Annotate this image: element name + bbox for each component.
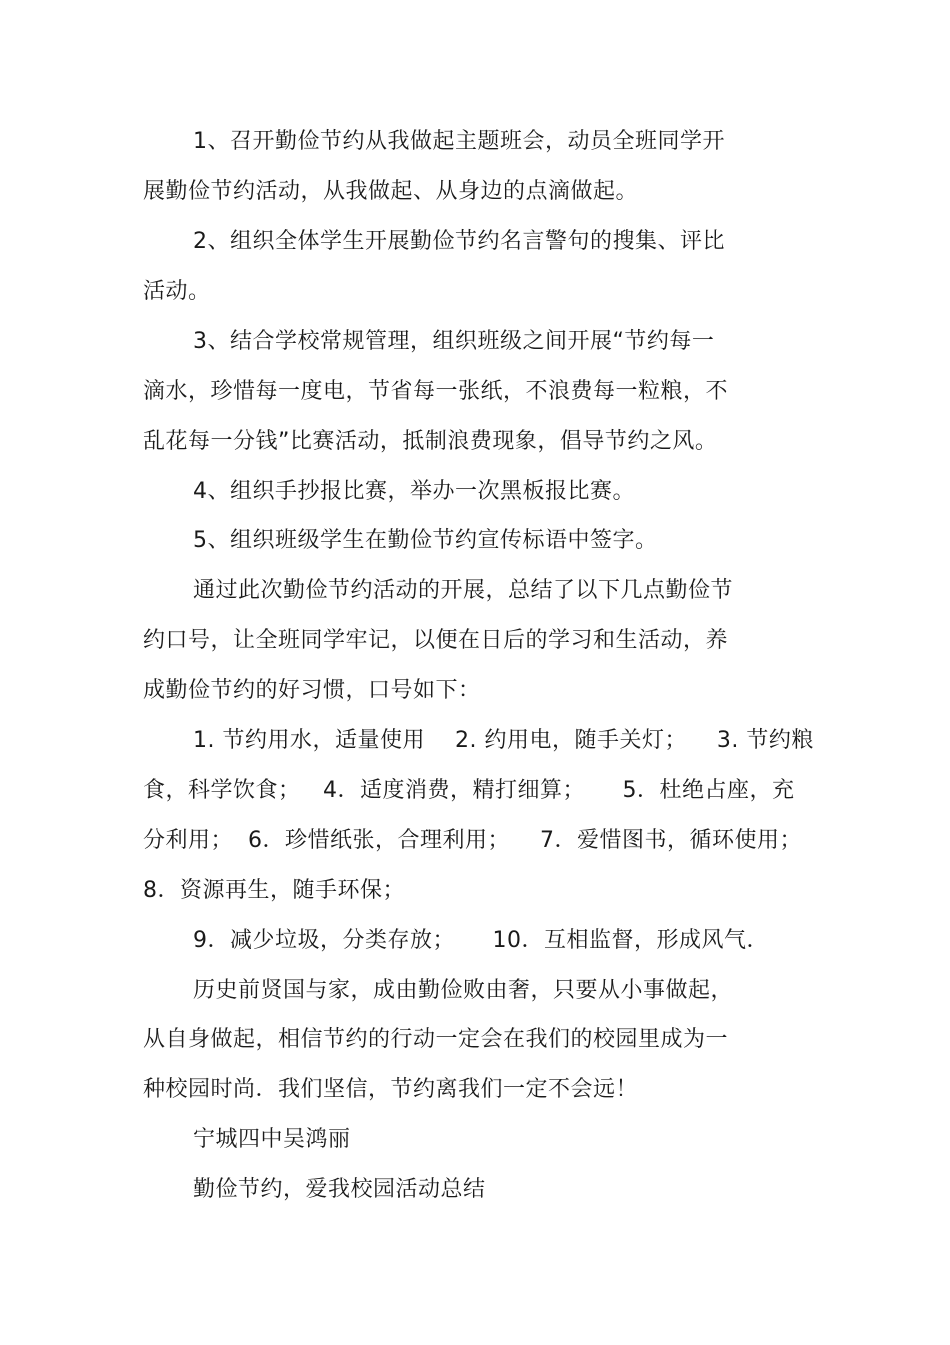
text-line: 成勤俭节约的好习惯，口号如下：	[143, 678, 481, 703]
text-line: 活动。	[143, 279, 211, 304]
title-line: 勤俭节约，爱我校园活动总结	[193, 1177, 486, 1202]
text-line: 2、组织全体学生开展勤俭节约名言警句的搜集、评比	[193, 229, 725, 254]
text-line: 滴水，珍惜每一度电，节省每一张纸，不浪费每一粒粮，不	[143, 379, 729, 404]
text-line: 食，科学饮食； 4．适度消费，精打细算； 5．杜绝占座，充	[143, 778, 795, 803]
text-line: 展勤俭节约活动，从我做起、从身边的点滴做起。	[143, 179, 639, 204]
text-line: 分利用； 6．珍惜纸张，合理利用； 7．爱惜图书，循环使用；	[143, 828, 802, 853]
text-line: 1. 节约用水，适量使用 2. 约用电，随手关灯； 3. 节约粮	[193, 728, 814, 753]
text-line: 5、组织班级学生在勤俭节约宣传标语中签字。	[193, 528, 658, 553]
text-line: 1、召开勤俭节约从我做起主题班会，动员全班同学开	[193, 129, 725, 154]
text-line: 通过此次勤俭节约活动的开展，总结了以下几点勤俭节	[193, 578, 734, 603]
text-line: 乱花每一分钱”比赛活动，抵制浪费现象，倡导节约之风。	[143, 429, 718, 454]
text-line: 从自身做起，相信节约的行动一定会在我们的校园里成为一	[143, 1027, 729, 1052]
text-line: 9．减少垃圾，分类存放； 10．互相监督，形成风气．	[193, 928, 769, 953]
text-line: 历史前贤国与家，成由勤俭败由奢，只要从小事做起，	[193, 978, 734, 1003]
text-line: 4、组织手抄报比赛，举办一次黑板报比赛。	[193, 479, 635, 504]
text-line: 3、结合学校常规管理，组织班级之间开展“节约每一	[193, 329, 715, 354]
author-line: 宁城四中吴鸿丽	[193, 1127, 351, 1152]
text-line: 约口号，让全班同学牢记，以便在日后的学习和生活动，养	[143, 628, 729, 653]
text-line: 种校园时尚．我们坚信，节约离我们一定不会远！	[143, 1077, 639, 1102]
text-line: 8．资源再生，随手环保；	[143, 878, 405, 903]
